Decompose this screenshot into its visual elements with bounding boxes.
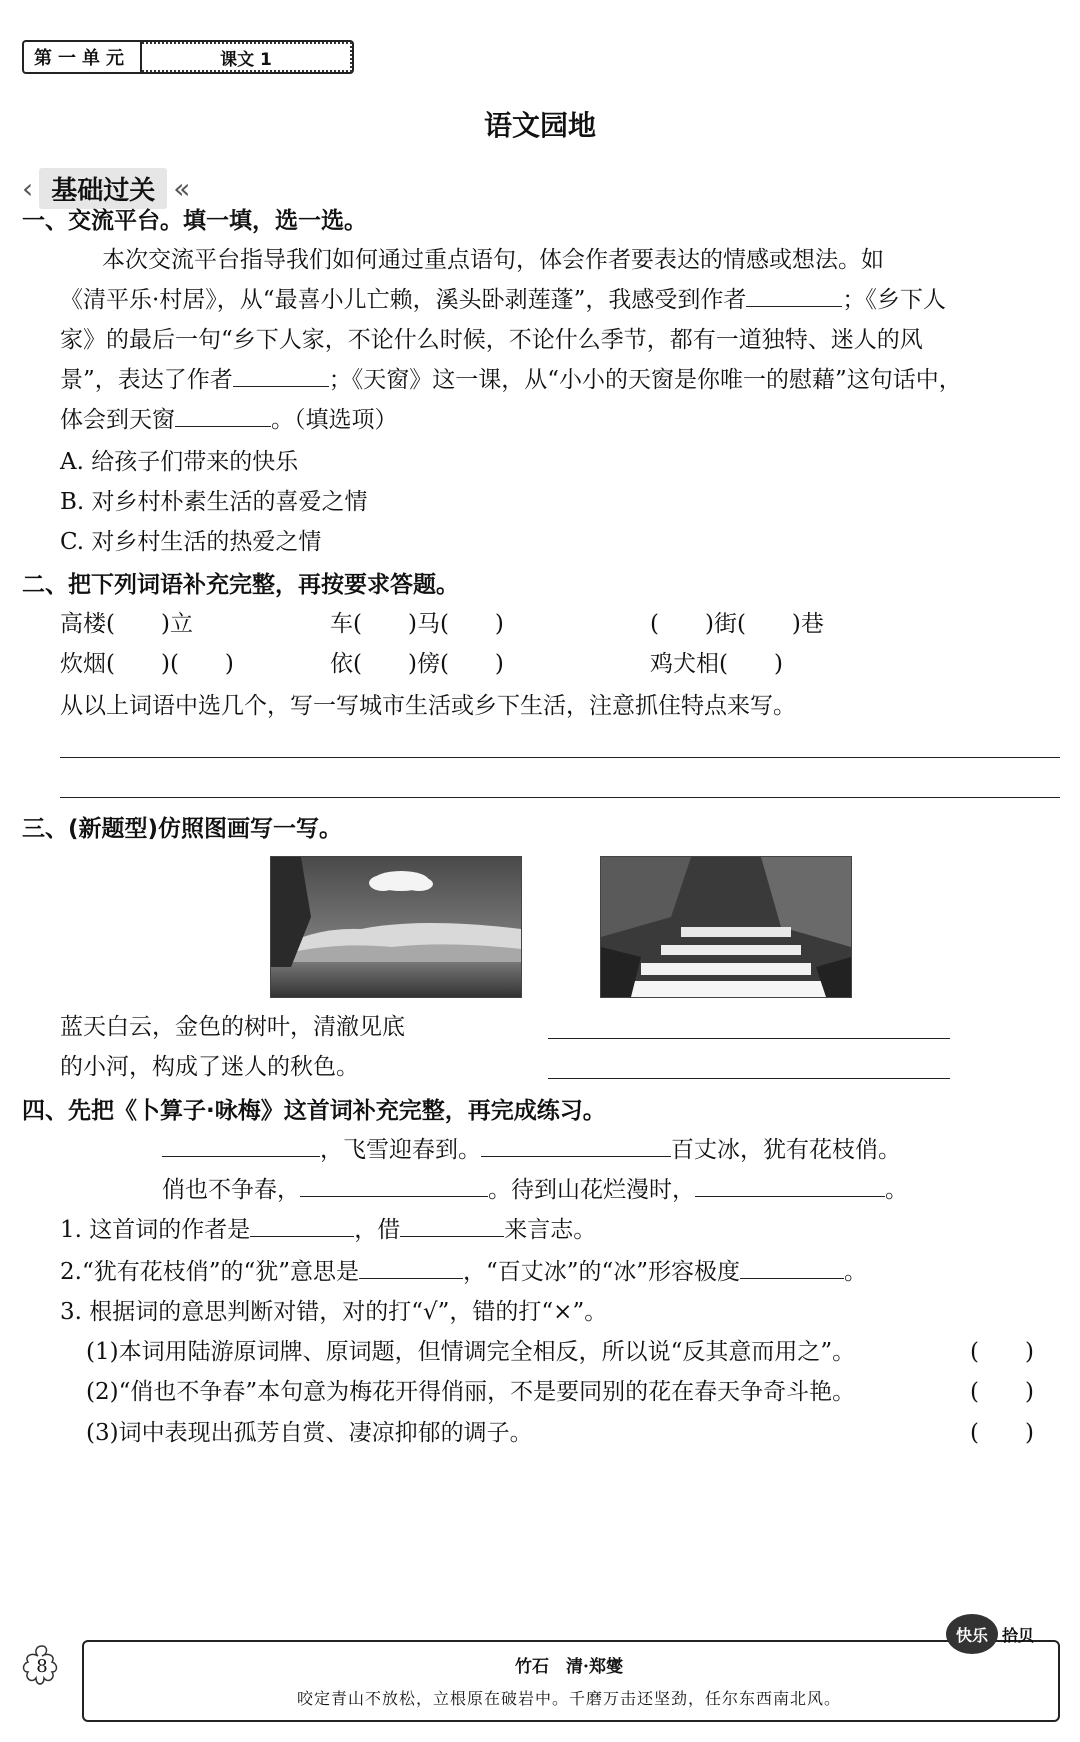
q1-para-line-5 [60, 398, 1060, 442]
q2-answer-line-1[interactable] [60, 757, 1060, 758]
q4-text: 。 [885, 1177, 908, 1203]
q1-text: ；《天窗》这一课，从“小小的天窗是你唯一的慰藉”这句话中， [328, 367, 962, 393]
q4-blank-object[interactable] [400, 1210, 504, 1237]
q1-blank-1[interactable] [746, 280, 842, 307]
brand-logo [946, 1614, 1034, 1654]
q4-poem-blank-1[interactable] [162, 1130, 320, 1157]
q4-text: ，借 [354, 1217, 401, 1243]
q2-word-1: 高楼( )立 [60, 611, 193, 637]
q2-answer-line-2[interactable] [60, 797, 1060, 798]
page-number-text: 8 [36, 1655, 48, 1677]
q4-text: 百丈冰，犹有花枝俏。 [671, 1137, 901, 1163]
q4-blank-you[interactable] [359, 1252, 463, 1279]
q1-option-b: B. 对乡村朴素生活的喜爱之情 [60, 489, 368, 515]
q4-text: 2.“犹有花枝俏”的“犹”意思是 [60, 1259, 359, 1285]
q4-heading: 四、先把《卜算子·咏梅》这首词补充完整，再完成练习。 [22, 1098, 606, 1124]
q1-text: 景”，表达了作者 [60, 367, 233, 393]
q4-judge-2-answer[interactable]: ( ) [970, 1379, 1034, 1405]
q3-caption-line-1: 蓝天白云，金色的树叶，清澈见底 [60, 1014, 405, 1040]
q4-judge-3-answer[interactable]: ( ) [970, 1420, 1034, 1446]
q4-judge-2: (2)“俏也不争春”本句意为梅花开得俏丽，不是要同别的花在春天争奇斗艳。 [86, 1379, 856, 1405]
q4-judge-1-answer[interactable]: ( ) [970, 1339, 1034, 1365]
q3-answer-line-1[interactable] [548, 1038, 950, 1039]
q1-para-line-2 [60, 278, 1060, 322]
q4-poem-line-2 [162, 1168, 1042, 1212]
q1-para-line-4 [60, 358, 1060, 402]
q4-blank-author[interactable] [250, 1210, 354, 1237]
q4-judge-1: (1)本词用陆游原词牌、原词题，但情调完全相反，所以说“反其意而用之”。 [86, 1339, 856, 1365]
q4-poem-blank-3[interactable] [300, 1170, 488, 1197]
q4-sub-3: 3. 根据词的意思判断对错，对的打“√”，错的打“×”。 [60, 1299, 608, 1325]
double-chevron-icon: « [173, 172, 191, 205]
q4-sub-2 [60, 1250, 1060, 1294]
q1-text: 。（填选项） [271, 407, 398, 433]
q4-text: 。待到山花烂漫时， [488, 1177, 695, 1203]
q4-poem-blank-2[interactable] [481, 1130, 671, 1157]
q1-text: 体会到天窗 [60, 407, 175, 433]
q2-heading: 二、把下列词语补充完整，再按要求答题。 [22, 572, 459, 598]
q4-text: ，“百丈冰”的“冰”形容极度 [462, 1259, 741, 1285]
autumn-lake-photo [270, 856, 522, 998]
q2-word-3: ( )街( )巷 [650, 611, 824, 637]
left-chevron-icon: ‹ [22, 172, 34, 205]
footer-poem-text: 咬定青山不放松，立根原在破岩中。千磨万击还坚劲，任尔东西南北风。 [296, 1689, 841, 1708]
q2-word-2: 车( )马( ) [330, 611, 504, 637]
page-number [18, 1642, 66, 1690]
q2-word-4: 炊烟( )( ) [60, 651, 234, 677]
q1-para-line-3: 家》的最后一句“乡下人家，不论什么时候，不论什么季节，都有一道独特、迷人的风 [60, 327, 923, 353]
q3-caption-line-2: 的小河，构成了迷人的秋色。 [60, 1054, 359, 1080]
q4-text: 来言志。 [504, 1217, 597, 1243]
q4-sub-1 [60, 1208, 1060, 1252]
waterfall-photo [600, 856, 852, 998]
lesson-label: 课文 1 [142, 42, 352, 72]
q1-text: ；《乡下人 [842, 287, 946, 313]
q1-blank-2[interactable] [233, 360, 329, 387]
q4-text: 俏也不争春， [162, 1177, 300, 1203]
q2-instruction: 从以上词语中选几个，写一写城市生活或乡下生活，注意抓住特点来写。 [60, 693, 796, 719]
q4-text: 。 [844, 1259, 868, 1285]
brand-badge: 快乐 [946, 1614, 998, 1654]
q1-para-line-1: 本次交流平台指导我们如何通过重点语句，体会作者要表达的情感或想法。如 [102, 247, 884, 273]
q4-judge-3: (3)词中表现出孤芳自赏、凄凉抑郁的调子。 [86, 1420, 533, 1446]
q2-word-6: 鸡犬相( ) [650, 651, 783, 677]
q4-poem-line-1 [162, 1128, 1042, 1172]
q1-blank-3[interactable] [175, 400, 271, 427]
q4-poem-blank-4[interactable] [695, 1170, 885, 1197]
q1-option-c: C. 对乡村生活的热爱之情 [60, 529, 322, 555]
q3-heading: 三、(新题型)仿照图画写一写。 [22, 816, 343, 842]
page-title: 语文园地 [483, 109, 596, 142]
brand-text: 拾贝 [1002, 1625, 1035, 1645]
q1-text: 《清平乐·村居》，从“最喜小儿亡赖，溪头卧剥莲蓬”，我感受到作者 [60, 287, 747, 313]
q1-option-a: A. 给孩子们带来的快乐 [60, 449, 299, 475]
q4-text: 1. 这首词的作者是 [60, 1217, 251, 1243]
section-label: 基础过关 [39, 168, 167, 209]
q1-heading: 一、交流平台。填一填，选一选。 [22, 208, 367, 234]
footer-poem-title: 竹石 清·郑燮 [515, 1657, 623, 1677]
q4-blank-bing[interactable] [740, 1252, 844, 1279]
q2-word-5: 依( )傍( ) [330, 651, 504, 677]
unit-header [22, 40, 354, 74]
unit-label: 第一单元 [24, 42, 142, 72]
q4-text: ，飞雪迎春到。 [320, 1137, 481, 1163]
q3-answer-line-2[interactable] [548, 1078, 950, 1079]
